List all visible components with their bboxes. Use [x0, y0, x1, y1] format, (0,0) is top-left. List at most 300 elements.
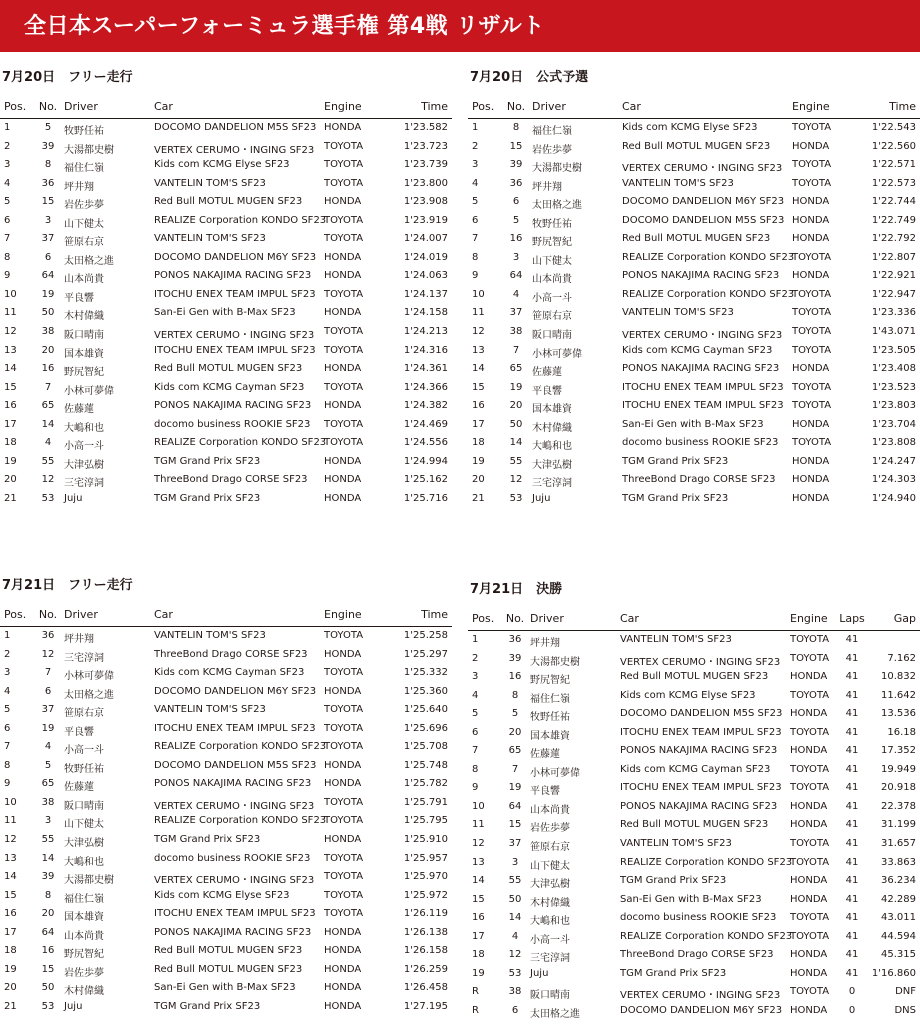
cell-pos: 10 [4, 796, 17, 808]
cell-car: VANTELIN TOM'S SF23 [154, 177, 266, 189]
cell-pos: 8 [472, 251, 479, 263]
cell-driver: Juju [64, 1000, 83, 1012]
table-row [0, 683, 452, 702]
cell-laps: 41 [845, 782, 859, 794]
table-row [468, 490, 920, 509]
column-header-car: Car [622, 100, 641, 113]
table-row [468, 983, 920, 1002]
cell-engine: HONDA [790, 800, 828, 812]
cell-no: 39 [41, 140, 55, 152]
cell-engine: HONDA [324, 270, 362, 282]
table-row [468, 909, 920, 928]
cell-time: 1'25.716 [403, 492, 448, 504]
cell-engine: HONDA [324, 834, 362, 846]
cell-time: 1'25.791 [403, 796, 448, 808]
cell-laps: 41 [845, 949, 859, 961]
table-row [0, 979, 452, 998]
cell-engine: TOYOTA [792, 288, 832, 300]
cell-driver: 山本尚貴 [532, 274, 572, 286]
column-header-pos: Pos. [4, 100, 27, 113]
cell-no: 38 [508, 986, 522, 998]
column-header-driver: Driver [64, 608, 98, 621]
table-row [0, 738, 452, 757]
table-row [0, 887, 452, 906]
cell-engine: HONDA [324, 685, 362, 697]
table-row [468, 687, 920, 706]
cell-pos: 4 [4, 685, 11, 697]
table-row [468, 1002, 920, 1021]
cell-driver: 坪井翔 [532, 181, 562, 193]
cell-pos: 16 [472, 400, 485, 412]
cell-engine: HONDA [792, 270, 830, 282]
cell-pos: 10 [472, 800, 485, 812]
cell-car: ITOCHU ENEX TEAM IMPUL SF23 [154, 344, 316, 356]
cell-engine: HONDA [324, 251, 362, 263]
cell-pos: 19 [472, 455, 485, 467]
cell-car: REALIZE Corporation KONDO SF23 [620, 930, 793, 942]
table-row [468, 816, 920, 835]
cell-no: 7 [512, 344, 520, 356]
cell-no: 37 [508, 838, 522, 850]
cell-no: 3 [511, 856, 519, 868]
cell-car: San-Ei Gen with B-Max SF23 [154, 307, 296, 319]
column-header-driver: Driver [530, 612, 564, 625]
cell-engine: HONDA [790, 875, 828, 887]
section-title: 7月20日 フリー走行 [2, 70, 133, 85]
table-row [0, 471, 452, 490]
cell-pos: 21 [4, 1000, 17, 1012]
cell-pos: 20 [4, 474, 17, 486]
cell-pos: 1 [472, 122, 479, 133]
cell-car: Red Bull MOTUL MUGEN SF23 [622, 140, 771, 152]
cell-car: ThreeBond Drago CORSE SF23 [154, 648, 308, 660]
cell-driver: Juju [530, 967, 549, 979]
cell-no: 3 [44, 815, 52, 827]
table-row [0, 924, 452, 943]
table-row [468, 397, 920, 416]
cell-driver: 佐藤蓮 [64, 782, 94, 794]
cell-pos: 3 [4, 159, 11, 171]
cell-pos: 1 [4, 630, 11, 641]
cell-no: 37 [41, 233, 55, 245]
cell-no: 5 [44, 122, 52, 133]
cell-no: 64 [41, 270, 55, 282]
cell-car: San-Ei Gen with B-Max SF23 [154, 982, 296, 994]
cell-laps: 41 [845, 893, 859, 905]
cell-pos: 17 [4, 926, 17, 938]
cell-driver: 山本尚貴 [530, 804, 570, 816]
cell-driver: 小林可夢偉 [532, 348, 582, 360]
cell-time: 1'22.749 [871, 214, 916, 226]
table-row [468, 928, 920, 947]
column-header-car: Car [154, 608, 173, 621]
cell-pos: 16 [4, 908, 17, 920]
cell-time: 1'25.332 [403, 667, 448, 679]
cell-no: 4 [511, 930, 519, 942]
cell-engine: HONDA [792, 492, 830, 504]
cell-car: San-Ei Gen with B-Max SF23 [622, 418, 764, 430]
cell-car: Kids com KCMG Cayman SF23 [154, 381, 305, 393]
cell-no: 50 [508, 893, 522, 905]
table-row [468, 304, 920, 323]
cell-car: REALIZE Corporation KONDO SF23 [154, 214, 327, 226]
cell-no: 15 [508, 819, 522, 831]
cell-pos: 7 [472, 233, 479, 245]
results-table [468, 630, 920, 1020]
table-row [468, 650, 920, 669]
column-header-no: No. [38, 608, 58, 621]
cell-gap: 22.378 [881, 800, 916, 812]
cell-car: TGM Grand Prix SF23 [154, 492, 261, 504]
cell-laps: 41 [845, 819, 859, 831]
cell-no: 20 [509, 400, 523, 412]
cell-engine: TOYOTA [792, 381, 832, 393]
cell-car: REALIZE Corporation KONDO SF23 [154, 437, 327, 449]
cell-driver: 福住仁嶺 [530, 693, 570, 705]
cell-time: 1'22.543 [871, 122, 916, 133]
cell-engine: HONDA [324, 400, 362, 412]
cell-pos: 2 [472, 652, 479, 664]
cell-pos: 5 [4, 196, 11, 208]
cell-pos: 2 [4, 140, 11, 152]
cell-car: Kids com KCMG Elyse SF23 [620, 689, 756, 701]
cell-car: DOCOMO DANDELION M5S SF23 [154, 759, 317, 771]
cell-driver: Juju [532, 492, 551, 504]
cell-driver: 平良響 [64, 292, 94, 304]
cell-engine: TOYOTA [324, 741, 364, 753]
cell-pos: 3 [472, 671, 479, 683]
cell-driver: 佐藤蓮 [64, 404, 94, 416]
cell-laps: 41 [845, 875, 859, 887]
cell-no: 53 [41, 1000, 55, 1012]
cell-time: 1'23.723 [403, 140, 448, 152]
table-row [0, 323, 452, 342]
cell-engine: HONDA [324, 122, 362, 133]
cell-no: 5 [512, 214, 520, 226]
cell-no: 15 [509, 140, 523, 152]
results-table [0, 118, 452, 508]
table-row [0, 961, 452, 980]
cell-pos: 13 [472, 344, 485, 356]
table-row [468, 631, 920, 650]
cell-no: 12 [41, 474, 55, 486]
cell-driver: 坪井翔 [64, 634, 94, 645]
cell-driver: 大津弘樹 [530, 879, 570, 891]
cell-engine: TOYOTA [790, 634, 830, 645]
cell-pos: 6 [472, 726, 479, 738]
cell-pos: 12 [472, 838, 485, 850]
cell-time: 1'26.458 [403, 982, 448, 994]
cell-pos: 20 [472, 474, 485, 486]
cell-car: Red Bull MOTUL MUGEN SF23 [154, 196, 303, 208]
cell-no: 65 [41, 400, 55, 412]
cell-no: 16 [41, 945, 55, 957]
cell-engine: TOYOTA [324, 815, 364, 827]
cell-time: 1'25.696 [403, 722, 448, 734]
cell-driver: 阪口晴南 [64, 800, 104, 812]
cell-laps: 0 [848, 1004, 856, 1016]
cell-driver: 岩佐歩夢 [532, 144, 572, 156]
cell-gap: 42.289 [881, 893, 916, 905]
cell-pos: 14 [4, 363, 17, 375]
cell-car: Red Bull MOTUL MUGEN SF23 [622, 233, 771, 245]
cell-engine: HONDA [324, 945, 362, 957]
cell-pos: 5 [472, 708, 479, 720]
cell-pos: 3 [4, 667, 11, 679]
table-row [0, 230, 452, 249]
cell-car: DOCOMO DANDELION M5S SF23 [622, 214, 785, 226]
cell-pos: 16 [472, 912, 485, 924]
cell-pos: 12 [4, 326, 17, 338]
cell-engine: TOYOTA [792, 307, 832, 319]
cell-time: 1'25.782 [403, 778, 448, 790]
cell-no: 36 [509, 177, 523, 189]
column-header-engine: Engine [324, 100, 362, 113]
cell-no: 65 [509, 363, 523, 375]
cell-driver: 野尻智紀 [64, 949, 104, 961]
cell-time: 1'26.138 [403, 926, 448, 938]
cell-no: 50 [509, 418, 523, 430]
cell-engine: TOYOTA [790, 912, 830, 924]
cell-pos: 9 [4, 778, 11, 790]
cell-engine: HONDA [324, 492, 362, 504]
column-header-time: Time [421, 100, 448, 113]
cell-pos: 18 [472, 949, 485, 961]
table-row [0, 646, 452, 665]
cell-pos: 5 [4, 704, 11, 716]
cell-pos: 1 [472, 634, 479, 645]
column-header-time: Time [889, 100, 916, 113]
cell-gap: DNF [895, 986, 916, 998]
cell-car: ITOCHU ENEX TEAM IMPUL SF23 [154, 908, 316, 920]
cell-driver: 木村偉織 [532, 422, 572, 434]
cell-no: 55 [509, 455, 523, 467]
cell-pos: 18 [472, 437, 485, 449]
cell-engine: HONDA [324, 455, 362, 467]
table-row [468, 761, 920, 780]
cell-engine: HONDA [792, 418, 830, 430]
table-row [468, 193, 920, 212]
cell-laps: 41 [845, 838, 859, 850]
cell-no: 6 [44, 685, 52, 697]
cell-car: REALIZE Corporation KONDO SF23 [622, 251, 795, 263]
cell-no: 38 [41, 326, 55, 338]
cell-driver: 平良響 [530, 786, 560, 798]
cell-engine: HONDA [324, 307, 362, 319]
cell-time: 1'27.195 [403, 1000, 448, 1012]
header-banner [0, 0, 920, 52]
cell-car: DOCOMO DANDELION M6Y SF23 [620, 1004, 783, 1016]
column-header-time: Time [421, 608, 448, 621]
cell-driver: 岩佐歩夢 [64, 967, 104, 979]
cell-car: DOCOMO DANDELION M5S SF23 [620, 708, 783, 720]
cell-car: VANTELIN TOM'S SF23 [622, 307, 734, 319]
cell-pos: 5 [472, 196, 479, 208]
cell-engine: TOYOTA [324, 908, 364, 920]
table-row [468, 798, 920, 817]
cell-no: 38 [41, 796, 55, 808]
cell-no: 7 [511, 763, 519, 775]
cell-gap: 36.234 [881, 875, 916, 887]
cell-driver: 小高一斗 [530, 934, 570, 946]
cell-driver: 国本雄資 [530, 730, 570, 742]
cell-pos: 4 [472, 689, 479, 701]
cell-car: PONOS NAKAJIMA RACING SF23 [620, 745, 778, 757]
cell-driver: 山下健太 [64, 218, 104, 230]
table-row [0, 267, 452, 286]
cell-laps: 41 [845, 763, 859, 775]
cell-engine: HONDA [792, 455, 830, 467]
cell-time: 1'22.921 [871, 270, 916, 282]
column-header-engine: Engine [324, 608, 362, 621]
cell-engine: TOYOTA [324, 233, 364, 245]
cell-time: 1'25.795 [403, 815, 448, 827]
cell-engine: TOYOTA [324, 418, 364, 430]
cell-pos: 12 [472, 326, 485, 338]
cell-pos: 13 [472, 856, 485, 868]
cell-driver: 笹原右京 [64, 237, 104, 249]
cell-no: 50 [41, 982, 55, 994]
cell-driver: 大嶋和也 [530, 916, 570, 928]
cell-driver: 大嶋和也 [64, 856, 104, 868]
cell-engine: HONDA [792, 233, 830, 245]
cell-laps: 41 [845, 930, 859, 942]
cell-time: 1'23.908 [403, 196, 448, 208]
cell-gap: 1'16.860 [871, 967, 916, 979]
cell-car: REALIZE Corporation KONDO SF23 [622, 288, 795, 300]
cell-time: 1'22.744 [871, 196, 916, 208]
column-header-no: No. [506, 100, 526, 113]
cell-engine: TOYOTA [792, 251, 832, 263]
cell-pos: 2 [472, 140, 479, 152]
cell-gap: 16.18 [887, 726, 916, 738]
cell-no: 53 [41, 492, 55, 504]
cell-engine: HONDA [792, 474, 830, 486]
cell-time: 1'24.303 [871, 474, 916, 486]
cell-engine: HONDA [324, 982, 362, 994]
cell-engine: TOYOTA [792, 159, 832, 171]
column-header-engine: Engine [792, 100, 830, 113]
cell-driver: 野尻智紀 [530, 675, 570, 687]
cell-pos: 6 [4, 214, 11, 226]
cell-engine: TOYOTA [792, 344, 832, 356]
cell-driver: 牧野任祐 [530, 712, 570, 724]
cell-engine: HONDA [790, 893, 828, 905]
cell-no: 14 [41, 852, 55, 864]
cell-pos: 13 [4, 852, 17, 864]
cell-car: TGM Grand Prix SF23 [620, 967, 727, 979]
cell-gap: 19.949 [881, 763, 916, 775]
table-row [0, 868, 452, 887]
cell-pos: R [472, 1004, 479, 1016]
cell-laps: 41 [845, 671, 859, 683]
cell-no: 37 [509, 307, 523, 319]
cell-no: 19 [509, 381, 523, 393]
cell-engine: HONDA [790, 745, 828, 757]
cell-no: 55 [41, 455, 55, 467]
cell-driver: 木村偉織 [64, 311, 104, 323]
cell-car: Red Bull MOTUL MUGEN SF23 [154, 945, 303, 957]
cell-car: DOCOMO DANDELION M6Y SF23 [622, 196, 785, 208]
cell-gap: 11.642 [881, 689, 916, 701]
cell-no: 20 [508, 726, 522, 738]
cell-driver: 大湯都史樹 [530, 656, 580, 668]
table-row [468, 453, 920, 472]
table-row [0, 998, 452, 1017]
cell-no: 14 [509, 437, 523, 449]
column-header-car: Car [154, 100, 173, 113]
cell-car: VANTELIN TOM'S SF23 [154, 704, 266, 716]
cell-car: Red Bull MOTUL MUGEN SF23 [620, 671, 769, 683]
cell-car: ThreeBond Drago CORSE SF23 [620, 949, 774, 961]
cell-driver: 福住仁嶺 [64, 893, 104, 905]
cell-engine: TOYOTA [324, 796, 364, 808]
cell-no: 64 [41, 926, 55, 938]
cell-engine: HONDA [324, 778, 362, 790]
cell-car: Red Bull MOTUL MUGEN SF23 [154, 363, 303, 375]
table-row [468, 230, 920, 249]
cell-time: 1'25.970 [403, 871, 448, 883]
cell-car: ITOCHU ENEX TEAM IMPUL SF23 [154, 722, 316, 734]
cell-time: 1'25.162 [403, 474, 448, 486]
cell-no: 36 [508, 634, 522, 645]
cell-time: 1'43.071 [871, 326, 916, 338]
cell-driver: 阪口晴南 [530, 990, 570, 1002]
cell-driver: 大津弘樹 [64, 838, 104, 850]
column-header-engine: Engine [790, 612, 828, 625]
cell-no: 4 [44, 741, 52, 753]
cell-engine: HONDA [324, 963, 362, 975]
cell-car: VERTEX CERUMO・INGING SF23 [154, 800, 315, 812]
cell-pos: 7 [4, 741, 11, 753]
cell-driver: 牧野任祐 [64, 126, 104, 137]
cell-driver: 小林可夢偉 [530, 767, 580, 779]
cell-pos: 21 [4, 492, 17, 504]
cell-no: 65 [41, 778, 55, 790]
cell-time: 1'26.259 [403, 963, 448, 975]
table-row [468, 286, 920, 305]
column-header-pos: Pos. [472, 100, 495, 113]
cell-driver: 佐藤蓮 [532, 367, 562, 379]
cell-car: ITOCHU ENEX TEAM IMPUL SF23 [620, 726, 782, 738]
cell-driver: 牧野任祐 [64, 763, 104, 775]
cell-car: VANTELIN TOM'S SF23 [154, 630, 266, 641]
section-title: 7月21日 決勝 [470, 582, 563, 597]
table-row [468, 742, 920, 761]
cell-pos: 4 [472, 177, 479, 189]
cell-car: VERTEX CERUMO・INGING SF23 [622, 330, 783, 342]
cell-driver: 坪井翔 [530, 638, 560, 649]
cell-no: 4 [512, 288, 520, 300]
cell-time: 1'25.972 [403, 889, 448, 901]
cell-driver: 岩佐歩夢 [64, 200, 104, 212]
cell-gap: 20.918 [881, 782, 916, 794]
cell-pos: 17 [472, 418, 485, 430]
cell-pos: 17 [4, 418, 17, 430]
cell-engine: TOYOTA [324, 159, 364, 171]
cell-pos: 11 [4, 307, 17, 319]
cell-engine: TOYOTA [324, 214, 364, 226]
results-table [0, 626, 452, 1016]
cell-time: 1'24.940 [871, 492, 916, 504]
cell-no: 16 [41, 363, 55, 375]
cell-driver: 木村偉織 [530, 897, 570, 909]
cell-no: 12 [41, 648, 55, 660]
cell-time: 1'24.382 [403, 400, 448, 412]
cell-no: 36 [41, 630, 55, 641]
cell-no: 53 [509, 492, 523, 504]
cell-engine: HONDA [790, 1004, 828, 1016]
